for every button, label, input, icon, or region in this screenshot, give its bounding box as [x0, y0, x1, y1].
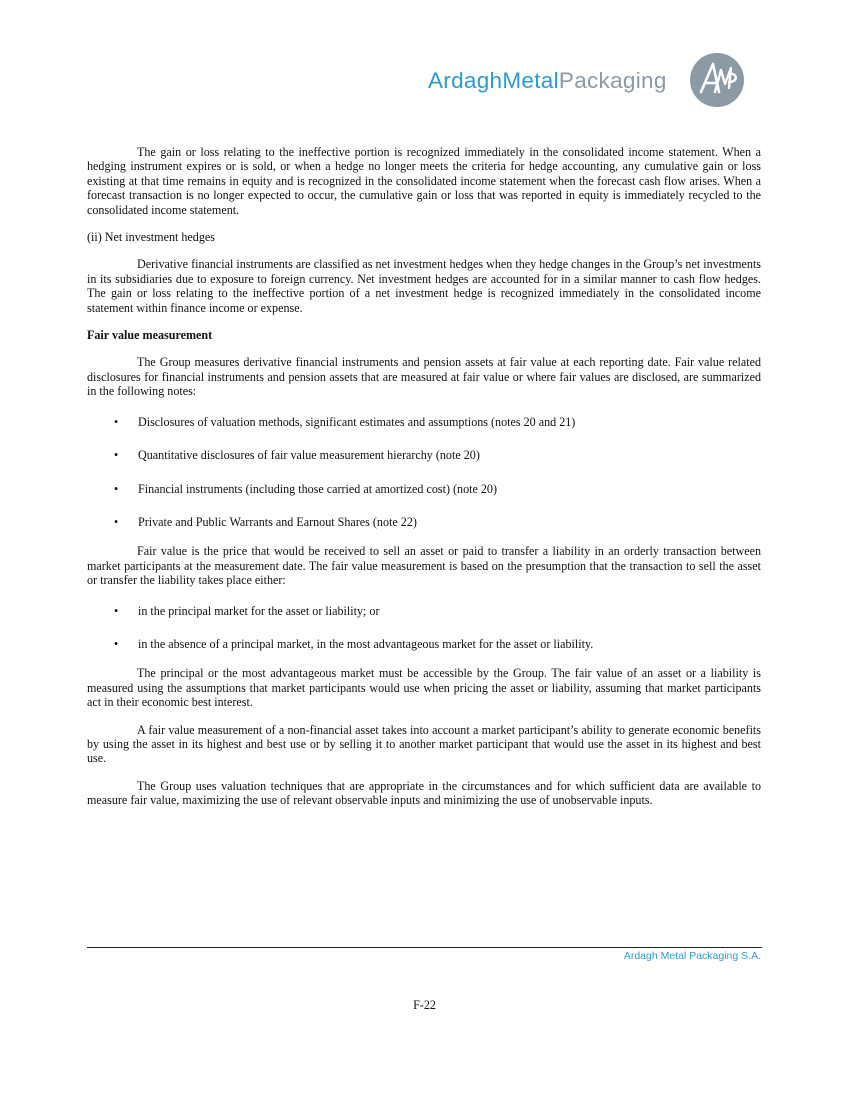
- list-item-text: in the principal market for the asset or liability; or: [138, 603, 380, 618]
- logo-word-ardagh: Ardagh: [428, 68, 503, 93]
- paragraph-non-financial-asset: A fair value measurement of a non-financial asset takes into account a market participant’s ability to generate economic benefits by using the asset in its highest and best use or by selling it to another market participant that would use the asset in its highest and best use.: [87, 722, 761, 766]
- company-logo: [428, 52, 748, 108]
- bullet-icon: •: [114, 514, 119, 529]
- bullet-list-markets: [87, 604, 761, 652]
- list-item: [87, 604, 761, 618]
- page-number: F-22: [413, 998, 436, 1012]
- bullet-icon: •: [114, 414, 119, 429]
- heading-fair-value-measurement: Fair value measurement: [87, 328, 213, 343]
- paragraph-fair-value-definition: Fair value is the price that would be received to sell an asset or paid to transfer a liability in an orderly transaction between market participants at the measurement date. The fair value measurement is based on the presumption that the transaction to sell the asset or transfer the liability takes place either:: [87, 544, 761, 588]
- paragraph-ineffective-portion: The gain or loss relating to the ineffective portion is recognized immediately in the consolidated income statement. When a hedging instrument expires or is sold, or when a hedge no longer meets the criteria for hedge accounting, any cumulative gain or loss existing at that time remains in equity and is recognized in the consolidated income statement when the forecast cash flow arises. When a forecast transaction is no longer expected to occur, the cumulative gain or loss that was reported in equity is immediately recycled to the consolidated income statement.: [87, 145, 761, 217]
- document-body: [87, 145, 761, 808]
- footer-divider: [87, 947, 762, 948]
- list-item-text: Quantitative disclosures of fair value measurement hierarchy (note 20): [138, 448, 480, 463]
- bullet-icon: •: [114, 636, 119, 651]
- logo-word-metal: Metal: [502, 68, 559, 93]
- footer-company-name: Ardagh Metal Packaging S.A.: [623, 950, 761, 962]
- bullet-icon: •: [114, 481, 119, 496]
- bullet-list-notes: [87, 415, 761, 530]
- bullet-icon: •: [114, 448, 119, 463]
- paragraph-valuation-techniques: The Group uses valuation techniques that are appropriate in the circumstances and for which sufficient data are available to measure fair value, maximizing the use of relevant observable inputs and minimizing the use of unobservable inputs.: [87, 778, 761, 808]
- list-item-text: in the absence of a principal market, in the most advantageous market for the asset or liability.: [138, 636, 594, 651]
- paragraph-accessible-market: The principal or the most advantageous market must be accessible by the Group. The fair value of an asset or a liability is measured using the assumptions that market participants would use when pricing the asset or liability, assuming that market participants act in their economic best interest.: [87, 666, 761, 710]
- list-item: [87, 637, 761, 651]
- list-item-text: Financial instruments (including those carried at amortized cost) (note 20): [138, 481, 498, 496]
- list-item: [87, 482, 761, 496]
- subheading-net-investment-hedges: (ii) Net investment hedges: [87, 230, 215, 245]
- logo-wordmark: [428, 68, 667, 94]
- amp-monogram-icon: [689, 52, 745, 108]
- paragraph-fair-value-intro: The Group measures derivative financial instruments and pension assets at fair value at each reporting date. Fair value related disclosures for financial instruments and pension assets that are measured at fair value or where fair values are disclosed, are summarized in the following notes:: [87, 355, 761, 399]
- list-item: [87, 415, 761, 429]
- list-item-text: Disclosures of valuation methods, significant estimates and assumptions (notes 20 and 21): [138, 414, 576, 429]
- list-item-text: Private and Public Warrants and Earnout Shares (note 22): [138, 514, 417, 529]
- logo-word-packaging: Packaging: [558, 68, 667, 93]
- paragraph-net-investment-hedges: Derivative financial instruments are classified as net investment hedges when they hedge changes in the Group’s net investments in its subsidiaries due to exposure to foreign currency. Net investment hedges are accounted for in a similar manner to cash flow hedges. The gain or loss relating to the ineffective portion of a net investment hedge is recognized immediately in the consolidated income statement within finance income or expense.: [87, 257, 761, 315]
- list-item: [87, 448, 761, 462]
- list-item: [87, 515, 761, 529]
- bullet-icon: •: [114, 603, 119, 618]
